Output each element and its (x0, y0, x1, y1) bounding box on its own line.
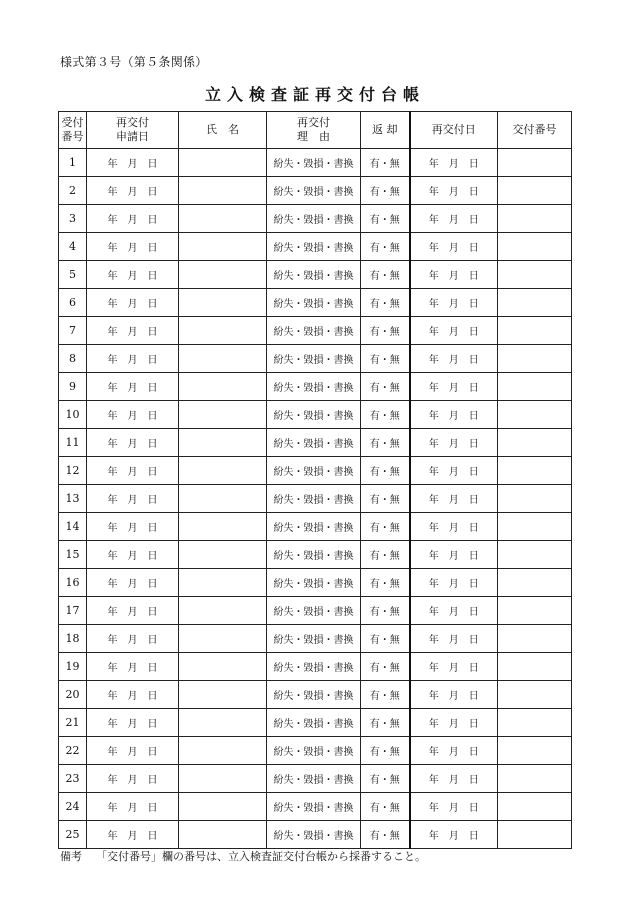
cell-return: 有・無 (361, 373, 410, 401)
cell-reissue-date: 年 月 日 (410, 317, 498, 345)
cell-issue-number[interactable] (498, 373, 572, 401)
cell-return: 有・無 (361, 205, 410, 233)
cell-name[interactable] (179, 541, 267, 569)
cell-name[interactable] (179, 429, 267, 457)
cell-return: 有・無 (361, 597, 410, 625)
cell-reissue-date: 年 月 日 (410, 625, 498, 653)
cell-name[interactable] (179, 261, 267, 289)
cell-issue-number[interactable] (498, 429, 572, 457)
cell-receipt-number: 9 (59, 373, 87, 401)
remarks-label: 備考 (60, 850, 82, 863)
cell-name[interactable] (179, 177, 267, 205)
cell-reissue-date: 年 月 日 (410, 457, 498, 485)
cell-receipt-number: 21 (59, 709, 87, 737)
cell-receipt-number: 22 (59, 737, 87, 765)
cell-return: 有・無 (361, 345, 410, 373)
cell-return: 有・無 (361, 317, 410, 345)
cell-return: 有・無 (361, 569, 410, 597)
cell-application-date: 年 月 日 (87, 821, 179, 849)
table-row (59, 289, 572, 317)
form-number: 様式第３号（第５条関係） (60, 55, 208, 69)
cell-reason: 紛失・毀損・書換 (267, 401, 361, 429)
cell-reason: 紛失・毀損・書換 (267, 597, 361, 625)
cell-reissue-date: 年 月 日 (410, 205, 498, 233)
cell-application-date: 年 月 日 (87, 149, 179, 177)
cell-reason: 紛失・毀損・書換 (267, 513, 361, 541)
cell-return: 有・無 (361, 513, 410, 541)
cell-issue-number[interactable] (498, 681, 572, 709)
cell-reissue-date: 年 月 日 (410, 233, 498, 261)
cell-name[interactable] (179, 681, 267, 709)
cell-reissue-date: 年 月 日 (410, 597, 498, 625)
cell-receipt-number: 1 (59, 149, 87, 177)
table-row (59, 177, 572, 205)
cell-issue-number[interactable] (498, 205, 572, 233)
cell-application-date: 年 月 日 (87, 289, 179, 317)
cell-application-date: 年 月 日 (87, 681, 179, 709)
cell-reason: 紛失・毀損・書換 (267, 793, 361, 821)
cell-return: 有・無 (361, 457, 410, 485)
cell-return: 有・無 (361, 289, 410, 317)
cell-return: 有・無 (361, 765, 410, 793)
cell-receipt-number: 25 (59, 821, 87, 849)
cell-application-date: 年 月 日 (87, 765, 179, 793)
cell-reissue-date: 年 月 日 (410, 541, 498, 569)
cell-return: 有・無 (361, 485, 410, 513)
cell-application-date: 年 月 日 (87, 457, 179, 485)
cell-receipt-number: 20 (59, 681, 87, 709)
header-col-application-date: 再交付 申請日 (87, 112, 179, 149)
cell-application-date: 年 月 日 (87, 177, 179, 205)
cell-receipt-number: 24 (59, 793, 87, 821)
cell-return: 有・無 (361, 821, 410, 849)
cell-return: 有・無 (361, 681, 410, 709)
table-row (59, 457, 572, 485)
cell-reissue-date: 年 月 日 (410, 737, 498, 765)
cell-reissue-date: 年 月 日 (410, 821, 498, 849)
cell-reason: 紛失・毀損・書換 (267, 681, 361, 709)
header-col-name: 氏 名 (179, 112, 267, 149)
cell-issue-number[interactable] (498, 149, 572, 177)
table-row (59, 373, 572, 401)
cell-application-date: 年 月 日 (87, 345, 179, 373)
cell-issue-number[interactable] (498, 485, 572, 513)
cell-reissue-date: 年 月 日 (410, 429, 498, 457)
cell-reason: 紛失・毀損・書換 (267, 289, 361, 317)
cell-name[interactable] (179, 457, 267, 485)
cell-receipt-number: 4 (59, 233, 87, 261)
cell-application-date: 年 月 日 (87, 597, 179, 625)
cell-reason: 紛失・毀損・書換 (267, 149, 361, 177)
cell-return: 有・無 (361, 737, 410, 765)
cell-reason: 紛失・毀損・書換 (267, 345, 361, 373)
cell-application-date: 年 月 日 (87, 513, 179, 541)
cell-return: 有・無 (361, 429, 410, 457)
cell-name[interactable] (179, 149, 267, 177)
cell-reason: 紛失・毀損・書換 (267, 821, 361, 849)
table-row (59, 149, 572, 177)
cell-reissue-date: 年 月 日 (410, 793, 498, 821)
cell-name[interactable] (179, 289, 267, 317)
table-row (59, 821, 572, 849)
cell-reissue-date: 年 月 日 (410, 765, 498, 793)
header-col-issue-number: 交付番号 (498, 112, 572, 149)
remarks-text: 「交付番号」欄の番号は、立入検査証交付台帳から採番すること。 (96, 850, 426, 863)
cell-receipt-number: 15 (59, 541, 87, 569)
cell-issue-number[interactable] (498, 709, 572, 737)
header-col-reissue-date: 再交付日 (410, 112, 498, 149)
cell-name[interactable] (179, 485, 267, 513)
cell-reissue-date: 年 月 日 (410, 513, 498, 541)
cell-application-date: 年 月 日 (87, 429, 179, 457)
cell-application-date: 年 月 日 (87, 709, 179, 737)
table-row (59, 709, 572, 737)
cell-name[interactable] (179, 205, 267, 233)
table-row (59, 569, 572, 597)
cell-reason: 紛失・毀損・書換 (267, 485, 361, 513)
cell-reason: 紛失・毀損・書換 (267, 177, 361, 205)
cell-application-date: 年 月 日 (87, 625, 179, 653)
cell-receipt-number: 10 (59, 401, 87, 429)
table-row (59, 429, 572, 457)
cell-reissue-date: 年 月 日 (410, 653, 498, 681)
document-title: 立入検査証再交付台帳 (204, 85, 425, 104)
cell-application-date: 年 月 日 (87, 653, 179, 681)
table-row (59, 513, 572, 541)
cell-receipt-number: 8 (59, 345, 87, 373)
cell-application-date: 年 月 日 (87, 401, 179, 429)
cell-receipt-number: 12 (59, 457, 87, 485)
header-col-return: 返 却 (361, 112, 410, 149)
cell-reason: 紛失・毀損・書換 (267, 541, 361, 569)
cell-name[interactable] (179, 401, 267, 429)
table-row (59, 401, 572, 429)
cell-reason: 紛失・毀損・書換 (267, 625, 361, 653)
cell-return: 有・無 (361, 541, 410, 569)
table-row (59, 681, 572, 709)
cell-issue-number[interactable] (498, 233, 572, 261)
table-row (59, 625, 572, 653)
table-header-row (59, 112, 572, 149)
cell-reissue-date: 年 月 日 (410, 177, 498, 205)
header-col-reason: 再交付 理 由 (267, 112, 361, 149)
cell-application-date: 年 月 日 (87, 233, 179, 261)
cell-application-date: 年 月 日 (87, 569, 179, 597)
cell-issue-number[interactable] (498, 821, 572, 849)
cell-reason: 紛失・毀損・書換 (267, 765, 361, 793)
cell-return: 有・無 (361, 653, 410, 681)
cell-return: 有・無 (361, 149, 410, 177)
header-col-receipt-number: 受付 番号 (59, 112, 87, 149)
cell-reason: 紛失・毀損・書換 (267, 709, 361, 737)
cell-name[interactable] (179, 653, 267, 681)
cell-reissue-date: 年 月 日 (410, 289, 498, 317)
cell-name[interactable] (179, 345, 267, 373)
cell-reason: 紛失・毀損・書換 (267, 205, 361, 233)
cell-name[interactable] (179, 373, 267, 401)
cell-return: 有・無 (361, 261, 410, 289)
table-body (59, 149, 572, 849)
table-row (59, 317, 572, 345)
cell-name[interactable] (179, 625, 267, 653)
cell-reissue-date: 年 月 日 (410, 261, 498, 289)
cell-issue-number[interactable] (498, 177, 572, 205)
table-row (59, 205, 572, 233)
cell-issue-number[interactable] (498, 457, 572, 485)
cell-reissue-date: 年 月 日 (410, 485, 498, 513)
cell-return: 有・無 (361, 401, 410, 429)
remarks (60, 848, 426, 864)
cell-receipt-number: 2 (59, 177, 87, 205)
cell-name[interactable] (179, 737, 267, 765)
cell-issue-number[interactable] (498, 569, 572, 597)
cell-issue-number[interactable] (498, 793, 572, 821)
table-row (59, 345, 572, 373)
cell-application-date: 年 月 日 (87, 205, 179, 233)
cell-reason: 紛失・毀損・書換 (267, 317, 361, 345)
cell-receipt-number: 23 (59, 765, 87, 793)
cell-reason: 紛失・毀損・書換 (267, 737, 361, 765)
cell-application-date: 年 月 日 (87, 793, 179, 821)
cell-receipt-number: 5 (59, 261, 87, 289)
cell-application-date: 年 月 日 (87, 373, 179, 401)
cell-receipt-number: 19 (59, 653, 87, 681)
cell-receipt-number: 14 (59, 513, 87, 541)
cell-issue-number[interactable] (498, 345, 572, 373)
cell-receipt-number: 7 (59, 317, 87, 345)
cell-issue-number[interactable] (498, 401, 572, 429)
table-row (59, 653, 572, 681)
cell-receipt-number: 3 (59, 205, 87, 233)
cell-reason: 紛失・毀損・書換 (267, 233, 361, 261)
cell-receipt-number: 18 (59, 625, 87, 653)
cell-return: 有・無 (361, 709, 410, 737)
reissue-ledger-table (58, 111, 572, 849)
cell-issue-number[interactable] (498, 541, 572, 569)
cell-return: 有・無 (361, 233, 410, 261)
cell-issue-number[interactable] (498, 289, 572, 317)
cell-receipt-number: 11 (59, 429, 87, 457)
cell-reissue-date: 年 月 日 (410, 373, 498, 401)
cell-name[interactable] (179, 233, 267, 261)
cell-issue-number[interactable] (498, 317, 572, 345)
cell-issue-number[interactable] (498, 261, 572, 289)
cell-name[interactable] (179, 317, 267, 345)
cell-receipt-number: 13 (59, 485, 87, 513)
cell-application-date: 年 月 日 (87, 485, 179, 513)
table-row (59, 485, 572, 513)
table-row (59, 541, 572, 569)
cell-return: 有・無 (361, 793, 410, 821)
table-row (59, 261, 572, 289)
cell-receipt-number: 6 (59, 289, 87, 317)
cell-reissue-date: 年 月 日 (410, 569, 498, 597)
cell-return: 有・無 (361, 625, 410, 653)
cell-reissue-date: 年 月 日 (410, 149, 498, 177)
cell-reissue-date: 年 月 日 (410, 681, 498, 709)
cell-application-date: 年 月 日 (87, 737, 179, 765)
cell-name[interactable] (179, 569, 267, 597)
table-row (59, 233, 572, 261)
cell-reason: 紛失・毀損・書換 (267, 261, 361, 289)
cell-reason: 紛失・毀損・書換 (267, 373, 361, 401)
table-row (59, 737, 572, 765)
cell-name[interactable] (179, 793, 267, 821)
cell-return: 有・無 (361, 177, 410, 205)
cell-reason: 紛失・毀損・書換 (267, 653, 361, 681)
cell-issue-number[interactable] (498, 765, 572, 793)
cell-reissue-date: 年 月 日 (410, 345, 498, 373)
cell-issue-number[interactable] (498, 737, 572, 765)
cell-application-date: 年 月 日 (87, 541, 179, 569)
cell-name[interactable] (179, 765, 267, 793)
cell-receipt-number: 17 (59, 597, 87, 625)
cell-issue-number[interactable] (498, 653, 572, 681)
cell-reason: 紛失・毀損・書換 (267, 429, 361, 457)
cell-receipt-number: 16 (59, 569, 87, 597)
table-row (59, 597, 572, 625)
cell-issue-number[interactable] (498, 625, 572, 653)
cell-reissue-date: 年 月 日 (410, 709, 498, 737)
cell-application-date: 年 月 日 (87, 317, 179, 345)
cell-issue-number[interactable] (498, 513, 572, 541)
cell-name[interactable] (179, 709, 267, 737)
cell-application-date: 年 月 日 (87, 261, 179, 289)
cell-reason: 紛失・毀損・書換 (267, 457, 361, 485)
cell-name[interactable] (179, 513, 267, 541)
table-row (59, 765, 572, 793)
cell-name[interactable] (179, 597, 267, 625)
cell-reissue-date: 年 月 日 (410, 401, 498, 429)
cell-name[interactable] (179, 821, 267, 849)
cell-issue-number[interactable] (498, 597, 572, 625)
table-row (59, 793, 572, 821)
cell-reason: 紛失・毀損・書換 (267, 569, 361, 597)
